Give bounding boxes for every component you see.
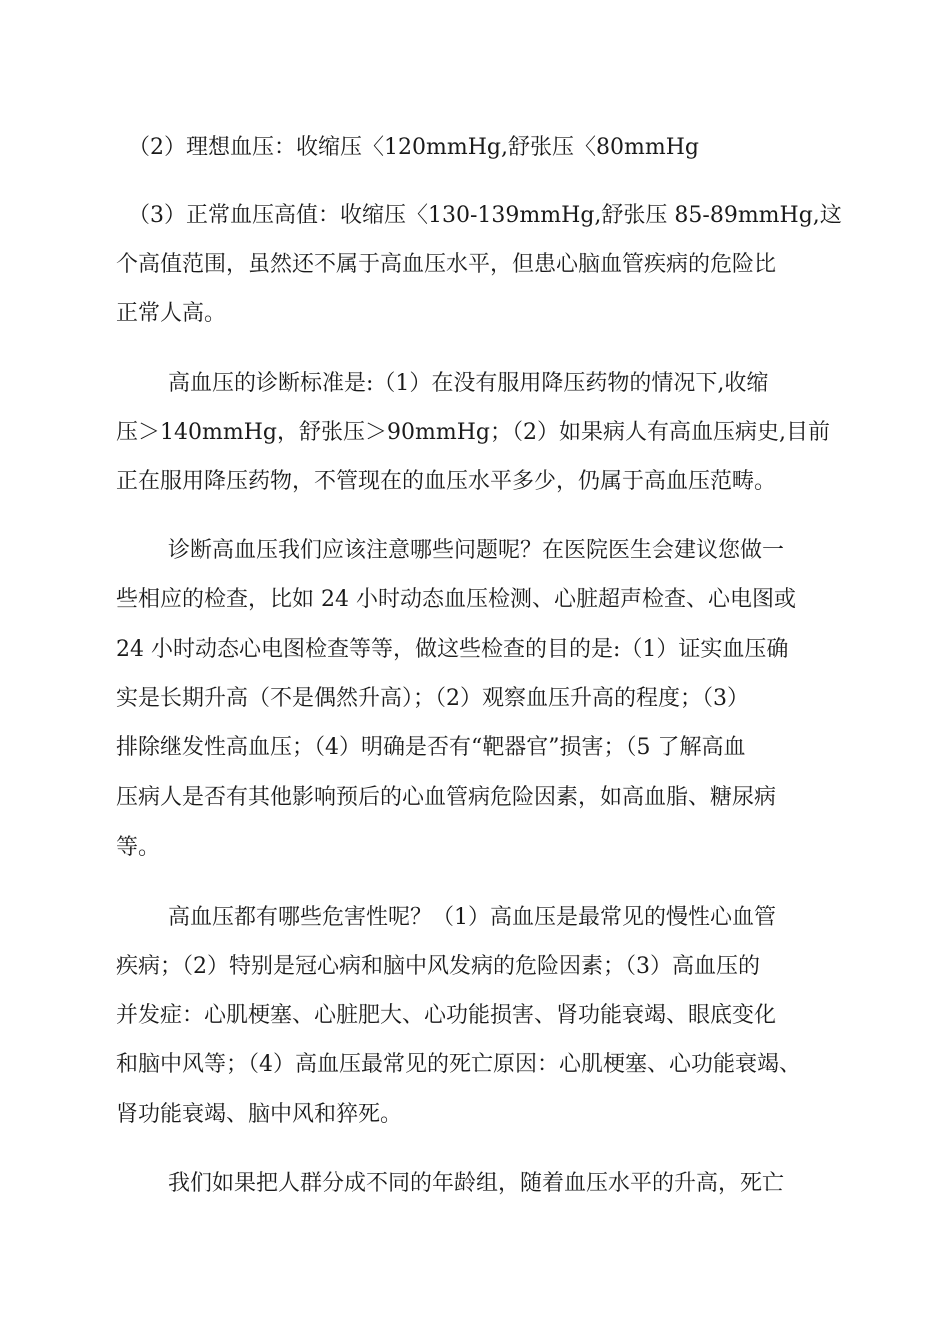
paragraph-line: （2）理想血压：收缩压〈120mmHg,舒张压〈80mmHg: [128, 135, 699, 160]
paragraph-line: 24 小时动态心电图检查等等，做这些检查的目的是:（1）证实血压确: [116, 637, 789, 662]
paragraph-line: 我们如果把人群分成不同的年龄组，随着血压水平的升高，死亡: [168, 1171, 785, 1196]
paragraph-line: 实是长期升高（不是偶然升高）；（2）观察血压升高的程度；（3）: [116, 686, 749, 711]
paragraph-line: 等。: [116, 835, 161, 860]
paragraph-line: 高血压都有哪些危害性呢？（1）高血压是最常见的慢性心血管: [168, 905, 776, 930]
paragraph-line: （3）正常血压高值：收缩压〈130-139mmHg,舒张压 85-89mmHg,这: [128, 203, 842, 228]
paragraph-line: 肾功能衰竭、脑中风和猝死。: [116, 1102, 403, 1127]
paragraph-line: 诊断高血压我们应该注意哪些问题呢？在医院医生会建议您做一: [168, 538, 785, 563]
paragraph-line: 疾病；（2）特别是冠心病和脑中风发病的危险因素；（3）高血压的: [116, 954, 760, 979]
paragraph-line: 排除继发性高血压；（4）明确是否有“靶器官”损害；（5 了解高血: [116, 735, 746, 760]
paragraph-line: 压＞140mmHg，舒张压＞90mmHg；（2）如果病人有高血压病史,目前: [116, 420, 830, 445]
paragraph-line: 并发症：心肌梗塞、心脏肥大、心功能损害、肾功能衰竭、眼底变化: [116, 1003, 777, 1028]
paragraph-line: 压病人是否有其他影响预后的心血管病危险因素，如高血脂、糖尿病: [116, 785, 777, 810]
paragraph-line: 些相应的检查，比如 24 小时动态血压检测、心脏超声检查、心电图或: [116, 587, 796, 612]
paragraph-line: 正常人高。: [116, 301, 227, 326]
paragraph-line: 高血压的诊断标准是:（1）在没有服用降压药物的情况下,收缩: [168, 371, 769, 396]
paragraph-line: 和脑中风等；（4）高血压最常见的死亡原因：心肌梗塞、心功能衰竭、: [116, 1052, 801, 1077]
paragraph-line: 个高值范围，虽然还不属于高血压水平，但患心脑血管疾病的危险比: [116, 252, 777, 277]
paragraph-line: 正在服用降压药物，不管现在的血压水平多少，仍属于高血压范畴。: [116, 469, 777, 494]
